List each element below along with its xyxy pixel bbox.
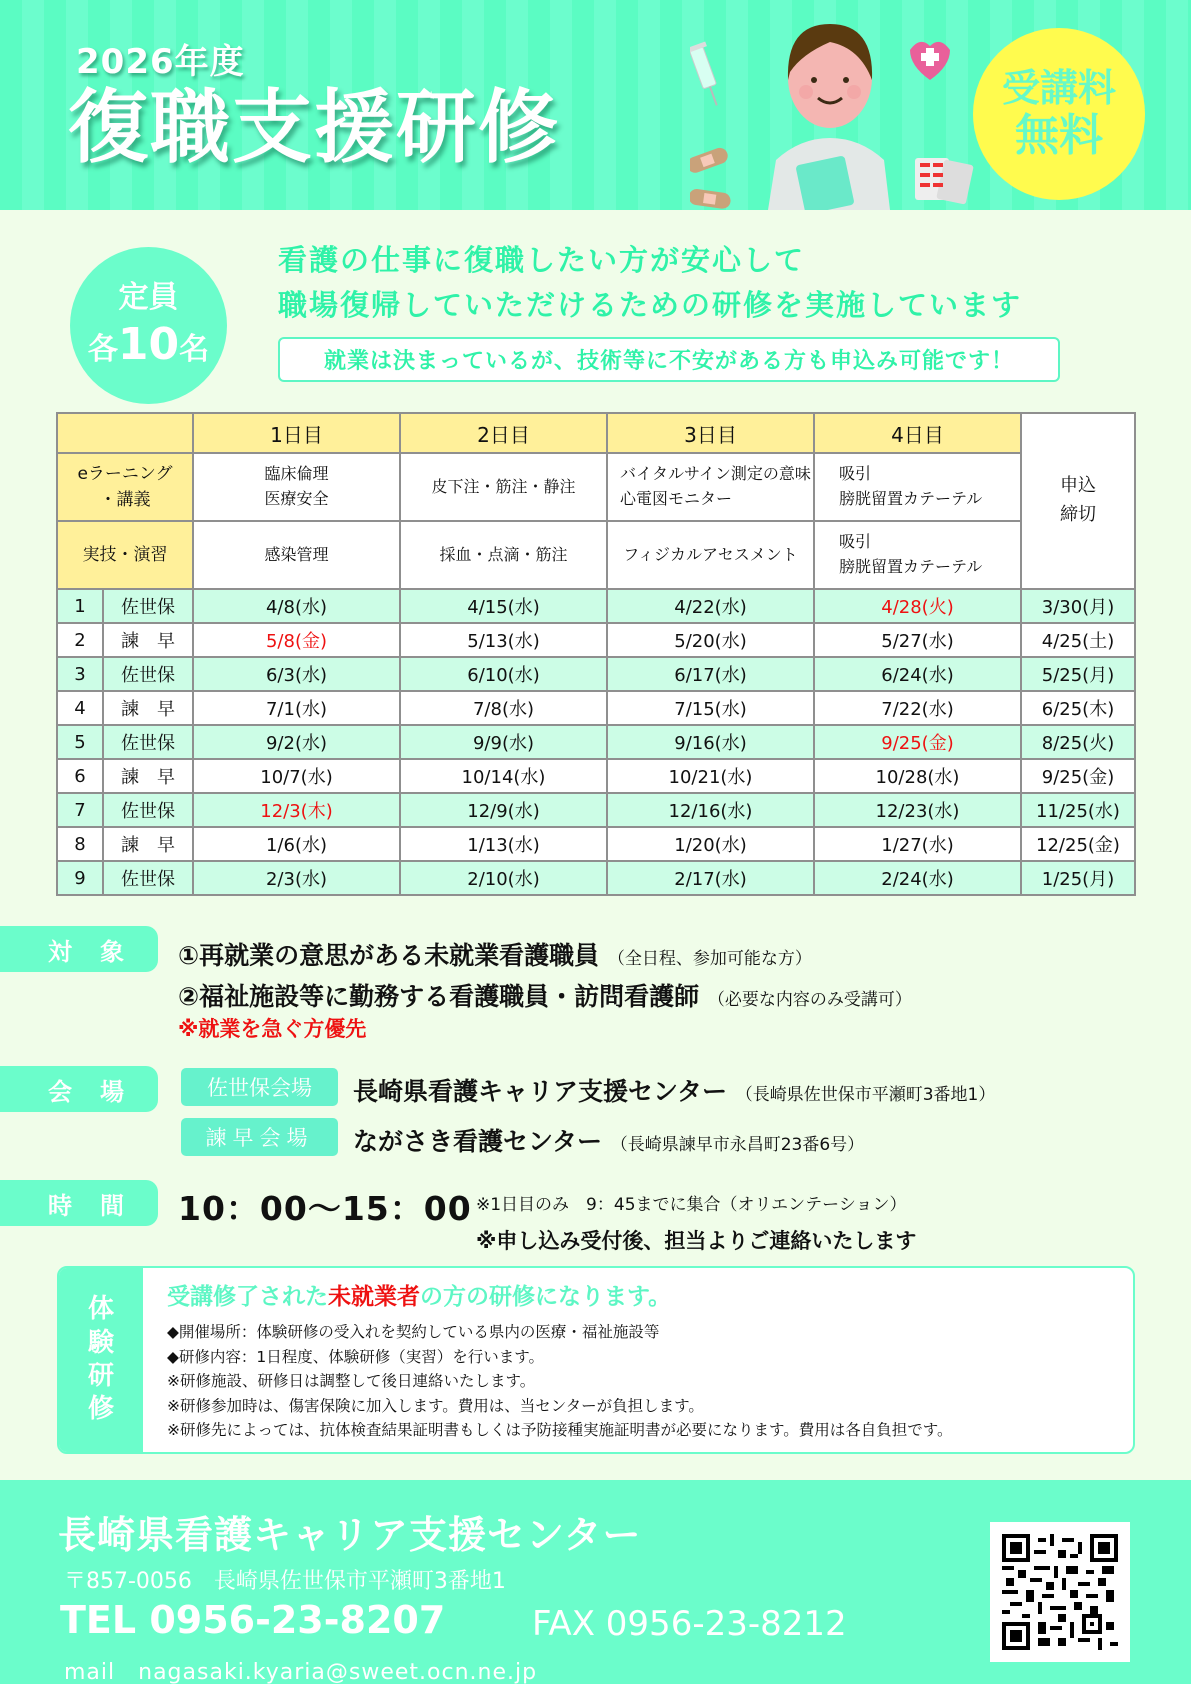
topic-text: 感染管理 <box>264 544 329 564</box>
trial-side-char: 修 <box>87 1394 114 1425</box>
priority-note: ※就業を急ぐ方優先 <box>178 1017 367 1041</box>
elearning-day1 <box>193 453 400 521</box>
deadline-date: 4/25(土) <box>1021 623 1135 657</box>
target-item-2-note: （必要な内容のみ受講可） <box>707 990 912 1010</box>
fax-number: FAX 0956-23-8212 <box>532 1604 847 1644</box>
topic-text: 膀胱留置カテーテル <box>839 489 983 508</box>
lead-text-line1: 看護の仕事に復職したい方が安心して <box>278 243 806 277</box>
practice-day3 <box>607 521 814 589</box>
topic-text: フィジカルアセスメント <box>623 544 798 564</box>
eligibility-notice: 就業は決まっているが、技術等に不安がある方も申込み可能です！ <box>278 337 1060 382</box>
site-cell: 諫 早 <box>103 827 193 861</box>
day1-date: 2/3(水) <box>193 861 400 895</box>
list-item: ※研修先によっては、抗体検査結果証明書もしくは予防接種実施証明書が必要になります。費用は各自負担です。 <box>167 1421 953 1439</box>
site-cell: 諫 早 <box>103 691 193 725</box>
day4-date: 1/27(水) <box>814 827 1021 861</box>
venue-isahaya-name: ながさき看護センター <box>353 1127 603 1156</box>
target-item-1-text: ①再就業の意思がある未就業看護職員 <box>178 941 600 970</box>
day4-date: 4/28(火) <box>814 589 1021 623</box>
elearning-row <box>57 453 1135 521</box>
row-number: 6 <box>57 759 103 793</box>
orientation-note: ※1日目のみ 9：45までに集合（オリエンテーション） <box>476 1195 907 1215</box>
row-number: 4 <box>57 691 103 725</box>
deadline-date: 1/25(月) <box>1021 861 1135 895</box>
day2-date: 10/14(水) <box>400 759 607 793</box>
topic-text: 膀胱留置カテーテル <box>839 557 983 576</box>
day3-date: 5/20(水) <box>607 623 814 657</box>
deadline-label-2: 締切 <box>1060 504 1096 525</box>
day3-date: 12/16(水) <box>607 793 814 827</box>
trial-heading <box>167 1278 671 1311</box>
deadline-date: 12/25(金) <box>1021 827 1135 861</box>
target-item-2-text: ②福祉施設等に勤務する看護職員・訪問看護師 <box>178 982 700 1011</box>
day1-date: 7/1(水) <box>193 691 400 725</box>
page-title: 復職支援研修 <box>68 81 560 174</box>
elearning-label-1: eラーニング <box>77 463 173 484</box>
fiscal-year: 2026年度 <box>76 42 245 82</box>
table-row <box>57 725 1135 759</box>
day2-date: 6/10(水) <box>400 657 607 691</box>
section-tag-time: 時間 <box>0 1180 158 1226</box>
day4-date: 12/23(水) <box>814 793 1021 827</box>
row-number: 7 <box>57 793 103 827</box>
date-rows <box>57 589 1135 895</box>
header-day2: 2日目 <box>400 413 607 453</box>
topic-text: 心電図モニター <box>620 489 733 508</box>
site-cell: 佐世保 <box>103 589 193 623</box>
day2-date: 12/9(水) <box>400 793 607 827</box>
topic-text: 皮下注・筋注・静注 <box>431 476 576 496</box>
day3-date: 9/16(水) <box>607 725 814 759</box>
topic-text: 吸引 <box>839 464 872 484</box>
capacity-label: 定員 <box>118 280 179 316</box>
capacity-badge <box>70 247 227 404</box>
lead-text-line2: 職場復帰していただけるための研修を実施しています <box>278 288 1023 322</box>
table-row <box>57 623 1135 657</box>
target-item-2 <box>178 977 912 1013</box>
site-cell: 佐世保 <box>103 793 193 827</box>
topic-text: 臨床倫理 <box>264 464 329 484</box>
trial-side-char: 験 <box>87 1327 114 1358</box>
contact-note: ※申し込み受付後、担当よりご連絡いたします <box>476 1229 917 1253</box>
trial-heading-text: の方の研修になります。 <box>420 1284 672 1310</box>
deadline-label-1: 申込 <box>1060 475 1096 497</box>
elearning-day3 <box>607 453 814 521</box>
venue-isahaya-address: （長崎県諫早市永昌町23番6号） <box>610 1135 865 1155</box>
site-cell: 諫 早 <box>103 623 193 657</box>
site-cell: 佐世保 <box>103 657 193 691</box>
section-tag-venue: 会場 <box>0 1066 158 1112</box>
day1-date: 12/3(木) <box>193 793 400 827</box>
day1-date: 1/6(水) <box>193 827 400 861</box>
trial-side-char: 体 <box>87 1294 114 1325</box>
day1-date: 9/2(水) <box>193 725 400 759</box>
day1-date: 4/8(水) <box>193 589 400 623</box>
row-number: 8 <box>57 827 103 861</box>
day3-date: 4/22(水) <box>607 589 814 623</box>
deadline-date: 6/25(木) <box>1021 691 1135 725</box>
day3-date: 1/20(水) <box>607 827 814 861</box>
target-item-1-note: （全日程、参加可能な方） <box>607 949 812 969</box>
list-item: ※研修参加時は、傷害保険に加入します。費用は、当センターが負担します。 <box>167 1396 704 1415</box>
venue-isahaya <box>353 1122 864 1158</box>
list-item: ◆研修内容：1日程度、体験研修（実習）を行います。 <box>167 1347 545 1366</box>
deadline-date: 8/25(火) <box>1021 725 1135 759</box>
practice-day4 <box>814 521 1021 589</box>
organization-name: 長崎県看護キャリア支援センター <box>58 1513 642 1557</box>
table-row <box>57 657 1135 691</box>
table-header-row <box>57 413 1135 453</box>
list-item: ※研修施設、研修日は調整して後日連絡いたします。 <box>167 1372 536 1390</box>
topic-text: 吸引 <box>839 532 872 552</box>
topic-text: 採血・点滴・筋注 <box>439 544 568 564</box>
day4-date: 5/27(水) <box>814 623 1021 657</box>
topic-text: バイタルサイン測定の意味 <box>620 464 811 484</box>
row-number: 5 <box>57 725 103 759</box>
day4-date: 6/24(水) <box>814 657 1021 691</box>
free-tuition-badge <box>973 28 1145 200</box>
email-address[interactable]: mail nagasaki.kyaria@sweet.ocn.ne.jp <box>64 1660 538 1684</box>
trial-heading-text: 受講修了された <box>167 1284 328 1310</box>
deadline-date: 5/25(月) <box>1021 657 1135 691</box>
day2-date: 2/10(水) <box>400 861 607 895</box>
phone-number[interactable]: TEL 0956-23-8207 <box>60 1598 446 1642</box>
trial-details-list <box>167 1320 953 1443</box>
practice-day2 <box>400 521 607 589</box>
deadline-date: 3/30(月) <box>1021 589 1135 623</box>
row-number: 9 <box>57 861 103 895</box>
site-cell: 諫 早 <box>103 759 193 793</box>
header-day3: 3日目 <box>607 413 814 453</box>
site-cell: 佐世保 <box>103 725 193 759</box>
qr-code-graphic <box>1002 1534 1118 1650</box>
fee-badge-line2: 無料 <box>1015 109 1103 161</box>
venue-sasebo-address: （長崎県佐世保市平瀬町3番地1） <box>735 1085 996 1105</box>
table-row <box>57 827 1135 861</box>
capacity-number: 10 <box>117 318 180 370</box>
day1-date: 10/7(水) <box>193 759 400 793</box>
elearning-day2 <box>400 453 607 521</box>
elearning-label <box>57 453 193 521</box>
day2-date: 7/8(水) <box>400 691 607 725</box>
session-hours: 10：00〜15：00 <box>178 1189 472 1228</box>
day4-date: 10/28(水) <box>814 759 1021 793</box>
site-cell: 佐世保 <box>103 861 193 895</box>
section-tag-target: 対象 <box>0 926 158 972</box>
day2-date: 5/13(水) <box>400 623 607 657</box>
trial-side-label <box>59 1268 143 1452</box>
day3-date: 2/17(水) <box>607 861 814 895</box>
qr-code-icon[interactable] <box>990 1522 1130 1662</box>
day3-date: 7/15(水) <box>607 691 814 725</box>
elearning-day4 <box>814 453 1021 521</box>
list-item: ◆開催場所：体験研修の受入れを契約している県内の医療・福祉施設等 <box>167 1323 660 1341</box>
header-deadline <box>1021 413 1135 589</box>
day1-date: 5/8(金) <box>193 623 400 657</box>
table-row <box>57 793 1135 827</box>
footer <box>0 1480 1191 1684</box>
topic-text: 医療安全 <box>264 489 329 508</box>
capacity-value <box>88 317 209 372</box>
venue-tag-sasebo: 佐世保会場 <box>181 1068 338 1106</box>
day1-date: 6/3(水) <box>193 657 400 691</box>
fee-badge-line1: 受講料 <box>1001 65 1116 110</box>
header-day4: 4日目 <box>814 413 1021 453</box>
schedule-table <box>56 412 1136 896</box>
venue-sasebo <box>353 1072 995 1108</box>
nurse-illustration-icon <box>690 10 980 210</box>
practice-row <box>57 521 1135 589</box>
header-blank-cell <box>57 413 193 453</box>
table-row <box>57 589 1135 623</box>
practice-label: 実技・演習 <box>57 521 193 589</box>
header-banner <box>0 0 1191 210</box>
day3-date: 6/17(水) <box>607 657 814 691</box>
row-number: 3 <box>57 657 103 691</box>
day2-date: 9/9(水) <box>400 725 607 759</box>
day4-date: 7/22(水) <box>814 691 1021 725</box>
venue-sasebo-name: 長崎県看護キャリア支援センター <box>353 1077 728 1106</box>
table-row <box>57 861 1135 895</box>
organization-address: 〒857-0056 長崎県佐世保市平瀬町3番地1 <box>64 1569 506 1594</box>
practice-day1 <box>193 521 400 589</box>
elearning-label-2: ・講義 <box>99 490 151 510</box>
trial-training-box <box>57 1266 1135 1454</box>
deadline-date: 9/25(金) <box>1021 759 1135 793</box>
table-row <box>57 759 1135 793</box>
table-row <box>57 691 1135 725</box>
row-number: 1 <box>57 589 103 623</box>
venue-tag-isahaya: 諫早会場 <box>181 1118 338 1156</box>
day2-date: 1/13(水) <box>400 827 607 861</box>
day4-date: 2/24(水) <box>814 861 1021 895</box>
trial-side-char: 研 <box>87 1361 114 1391</box>
day3-date: 10/21(水) <box>607 759 814 793</box>
row-number: 2 <box>57 623 103 657</box>
capacity-suffix: 名 <box>179 331 210 367</box>
capacity-prefix: 各 <box>87 331 118 367</box>
deadline-date: 11/25(水) <box>1021 793 1135 827</box>
trial-heading-highlight: 未就業者 <box>328 1284 420 1310</box>
day4-date: 9/25(金) <box>814 725 1021 759</box>
target-item-1 <box>178 936 812 972</box>
header-day1: 1日目 <box>193 413 400 453</box>
day2-date: 4/15(水) <box>400 589 607 623</box>
